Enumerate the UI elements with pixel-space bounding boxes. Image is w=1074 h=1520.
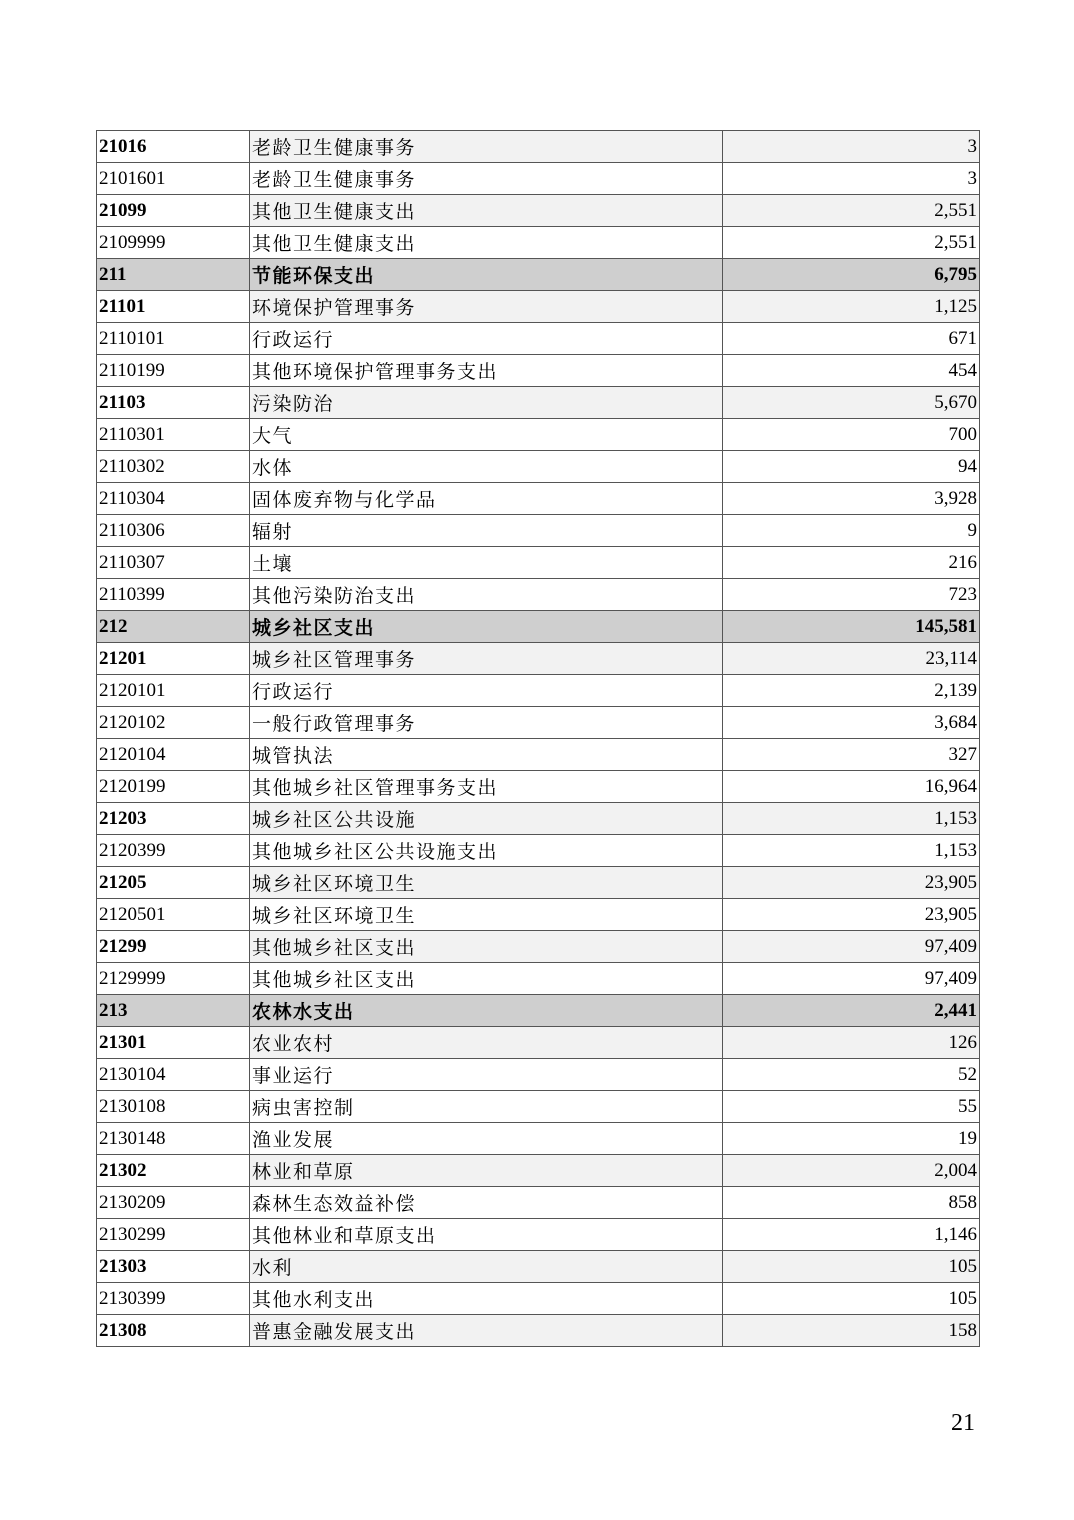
- subcategory-row: [97, 1251, 980, 1283]
- subject-code-cell: 2110304: [97, 483, 250, 515]
- subject-code-cell: 21203: [97, 803, 250, 835]
- subject-code-cell: 2130108: [97, 1091, 250, 1123]
- item-row: [97, 1283, 980, 1315]
- amount-cell: 2,551: [723, 227, 980, 259]
- subject-name-cell: 水体: [250, 451, 723, 483]
- amount-cell: 105: [723, 1251, 980, 1283]
- subject-name-cell: 城乡社区支出: [250, 611, 723, 643]
- subject-code-cell: 2101601: [97, 163, 250, 195]
- amount-cell: 5,670: [723, 387, 980, 419]
- subject-code-cell: 2110302: [97, 451, 250, 483]
- subject-name-cell: 城乡社区管理事务: [250, 643, 723, 675]
- item-row: [97, 1187, 980, 1219]
- subcategory-row: [97, 1027, 980, 1059]
- subject-code-cell: 21016: [97, 131, 250, 163]
- category-row: [97, 259, 980, 291]
- amount-cell: 145,581: [723, 611, 980, 643]
- subcategory-row: [97, 195, 980, 227]
- item-row: [97, 227, 980, 259]
- subcategory-row: [97, 387, 980, 419]
- amount-cell: 2,441: [723, 995, 980, 1027]
- subject-code-cell: 2120104: [97, 739, 250, 771]
- subject-code-cell: 2130104: [97, 1059, 250, 1091]
- subject-name-cell: 节能环保支出: [250, 259, 723, 291]
- subject-name-cell: 其他环境保护管理事务支出: [250, 355, 723, 387]
- subject-code-cell: 21103: [97, 387, 250, 419]
- amount-cell: 1,125: [723, 291, 980, 323]
- subject-code-cell: 21099: [97, 195, 250, 227]
- amount-cell: 3: [723, 131, 980, 163]
- amount-cell: 327: [723, 739, 980, 771]
- amount-cell: 126: [723, 1027, 980, 1059]
- item-row: [97, 451, 980, 483]
- subject-name-cell: 城管执法: [250, 739, 723, 771]
- subject-name-cell: 其他污染防治支出: [250, 579, 723, 611]
- subject-code-cell: 2120199: [97, 771, 250, 803]
- category-row: [97, 995, 980, 1027]
- subject-name-cell: 林业和草原: [250, 1155, 723, 1187]
- amount-cell: 23,905: [723, 899, 980, 931]
- item-row: [97, 547, 980, 579]
- item-row: [97, 419, 980, 451]
- amount-cell: 2,004: [723, 1155, 980, 1187]
- table-body: [97, 131, 980, 1347]
- item-row: [97, 963, 980, 995]
- item-row: [97, 515, 980, 547]
- amount-cell: 2,551: [723, 195, 980, 227]
- amount-cell: 52: [723, 1059, 980, 1091]
- amount-cell: 1,153: [723, 835, 980, 867]
- subject-name-cell: 水利: [250, 1251, 723, 1283]
- subject-code-cell: 2120102: [97, 707, 250, 739]
- subject-name-cell: 行政运行: [250, 675, 723, 707]
- amount-cell: 723: [723, 579, 980, 611]
- subject-code-cell: 2120399: [97, 835, 250, 867]
- subject-code-cell: 2120101: [97, 675, 250, 707]
- item-row: [97, 675, 980, 707]
- subcategory-row: [97, 291, 980, 323]
- subject-code-cell: 21301: [97, 1027, 250, 1059]
- subject-code-cell: 2109999: [97, 227, 250, 259]
- amount-cell: 1,153: [723, 803, 980, 835]
- subject-code-cell: 2130148: [97, 1123, 250, 1155]
- amount-cell: 55: [723, 1091, 980, 1123]
- subcategory-row: [97, 1315, 980, 1347]
- amount-cell: 3,684: [723, 707, 980, 739]
- subcategory-row: [97, 803, 980, 835]
- subject-name-cell: 病虫害控制: [250, 1091, 723, 1123]
- amount-cell: 23,905: [723, 867, 980, 899]
- amount-cell: 6,795: [723, 259, 980, 291]
- subject-code-cell: 2110199: [97, 355, 250, 387]
- subject-name-cell: 一般行政管理事务: [250, 707, 723, 739]
- subject-name-cell: 辐射: [250, 515, 723, 547]
- subject-name-cell: 城乡社区环境卫生: [250, 867, 723, 899]
- item-row: [97, 323, 980, 355]
- subject-code-cell: 2110101: [97, 323, 250, 355]
- subcategory-row: [97, 131, 980, 163]
- subject-code-cell: 2130209: [97, 1187, 250, 1219]
- amount-cell: 3: [723, 163, 980, 195]
- subject-name-cell: 其他卫生健康支出: [250, 227, 723, 259]
- subject-name-cell: 老龄卫生健康事务: [250, 163, 723, 195]
- subject-name-cell: 渔业发展: [250, 1123, 723, 1155]
- subject-name-cell: 其他林业和草原支出: [250, 1219, 723, 1251]
- amount-cell: 700: [723, 419, 980, 451]
- subject-name-cell: 大气: [250, 419, 723, 451]
- amount-cell: 19: [723, 1123, 980, 1155]
- subject-name-cell: 其他城乡社区支出: [250, 931, 723, 963]
- subject-name-cell: 其他城乡社区支出: [250, 963, 723, 995]
- amount-cell: 94: [723, 451, 980, 483]
- page-number: 21: [951, 1410, 975, 1436]
- subject-name-cell: 森林生态效益补偿: [250, 1187, 723, 1219]
- subject-code-cell: 21201: [97, 643, 250, 675]
- amount-cell: 2,139: [723, 675, 980, 707]
- subject-code-cell: 21303: [97, 1251, 250, 1283]
- subject-name-cell: 事业运行: [250, 1059, 723, 1091]
- amount-cell: 3,928: [723, 483, 980, 515]
- subcategory-row: [97, 1155, 980, 1187]
- item-row: [97, 483, 980, 515]
- item-row: [97, 163, 980, 195]
- subject-code-cell: 2120501: [97, 899, 250, 931]
- subject-name-cell: 老龄卫生健康事务: [250, 131, 723, 163]
- subject-name-cell: 农林水支出: [250, 995, 723, 1027]
- subject-code-cell: 2110301: [97, 419, 250, 451]
- budget-expenditure-table: [96, 130, 980, 1347]
- item-row: [97, 355, 980, 387]
- subject-name-cell: 农业农村: [250, 1027, 723, 1059]
- subject-name-cell: 行政运行: [250, 323, 723, 355]
- subject-code-cell: 21205: [97, 867, 250, 899]
- item-row: [97, 1059, 980, 1091]
- subject-code-cell: 21299: [97, 931, 250, 963]
- amount-cell: 23,114: [723, 643, 980, 675]
- subject-name-cell: 污染防治: [250, 387, 723, 419]
- amount-cell: 671: [723, 323, 980, 355]
- amount-cell: 105: [723, 1283, 980, 1315]
- item-row: [97, 899, 980, 931]
- subcategory-row: [97, 931, 980, 963]
- amount-cell: 97,409: [723, 931, 980, 963]
- item-row: [97, 1091, 980, 1123]
- subject-code-cell: 2110307: [97, 547, 250, 579]
- subject-code-cell: 2130299: [97, 1219, 250, 1251]
- subject-name-cell: 其他卫生健康支出: [250, 195, 723, 227]
- amount-cell: 97,409: [723, 963, 980, 995]
- subcategory-row: [97, 643, 980, 675]
- amount-cell: 9: [723, 515, 980, 547]
- amount-cell: 158: [723, 1315, 980, 1347]
- subject-code-cell: 211: [97, 259, 250, 291]
- subject-code-cell: 212: [97, 611, 250, 643]
- item-row: [97, 771, 980, 803]
- amount-cell: 454: [723, 355, 980, 387]
- item-row: [97, 835, 980, 867]
- subject-code-cell: 213: [97, 995, 250, 1027]
- subject-code-cell: 2110306: [97, 515, 250, 547]
- item-row: [97, 707, 980, 739]
- subject-code-cell: 21308: [97, 1315, 250, 1347]
- subject-name-cell: 土壤: [250, 547, 723, 579]
- item-row: [97, 1219, 980, 1251]
- subject-name-cell: 其他水利支出: [250, 1283, 723, 1315]
- subject-code-cell: 2110399: [97, 579, 250, 611]
- subject-name-cell: 其他城乡社区管理事务支出: [250, 771, 723, 803]
- subject-code-cell: 21302: [97, 1155, 250, 1187]
- item-row: [97, 739, 980, 771]
- item-row: [97, 1123, 980, 1155]
- subject-code-cell: 21101: [97, 291, 250, 323]
- amount-cell: 858: [723, 1187, 980, 1219]
- subject-name-cell: 其他城乡社区公共设施支出: [250, 835, 723, 867]
- subcategory-row: [97, 867, 980, 899]
- subject-code-cell: 2130399: [97, 1283, 250, 1315]
- amount-cell: 16,964: [723, 771, 980, 803]
- subject-name-cell: 环境保护管理事务: [250, 291, 723, 323]
- subject-name-cell: 普惠金融发展支出: [250, 1315, 723, 1347]
- subject-name-cell: 城乡社区公共设施: [250, 803, 723, 835]
- amount-cell: 216: [723, 547, 980, 579]
- category-row: [97, 611, 980, 643]
- subject-code-cell: 2129999: [97, 963, 250, 995]
- subject-name-cell: 固体废弃物与化学品: [250, 483, 723, 515]
- amount-cell: 1,146: [723, 1219, 980, 1251]
- subject-name-cell: 城乡社区环境卫生: [250, 899, 723, 931]
- item-row: [97, 579, 980, 611]
